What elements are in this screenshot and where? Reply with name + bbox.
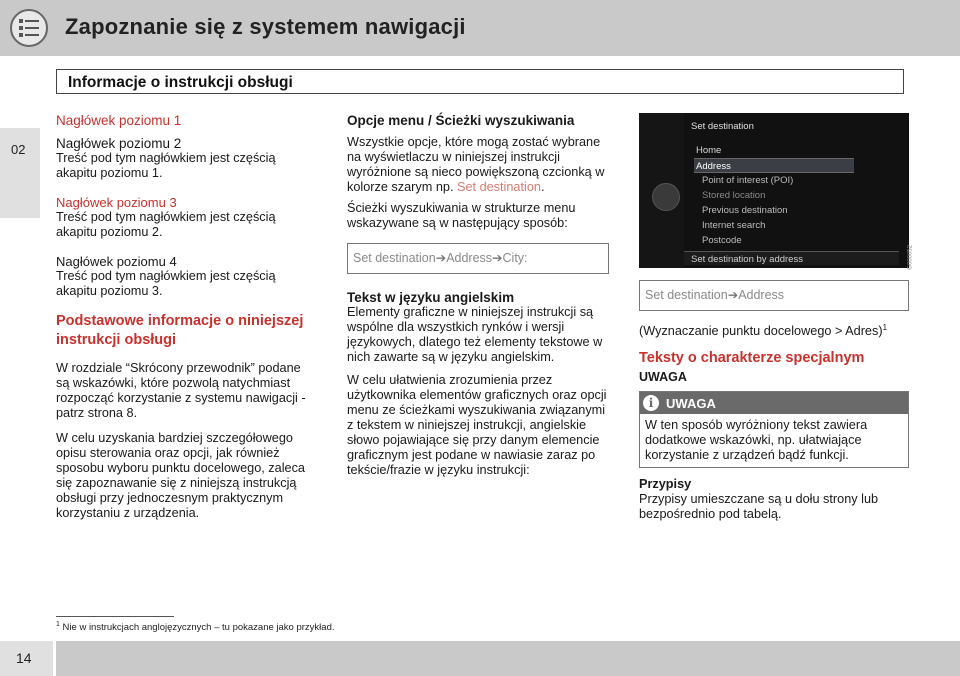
paragraph: Elementy graficzne w niniejszej instrukcji są wspólne dla wszystkich rynków i wersji językowych, dlatego też elementy tekstowe w nich zawarte są w języku angielskim.	[347, 305, 603, 364]
page-title: Zapoznanie się z systemem nawigacji	[65, 14, 466, 39]
special-texts-title: Teksty o charakterze specjalnym	[639, 350, 865, 367]
note-box	[639, 391, 909, 468]
screen-menu-item: Internet search	[702, 220, 766, 231]
highlighted-option: Set destination	[457, 180, 541, 194]
search-path-box: Set destination➔Address	[639, 280, 909, 311]
screen-menu-item: Home	[696, 145, 722, 156]
search-path-box: Set destination➔Address➔City:	[347, 243, 609, 274]
page-number-box	[0, 641, 53, 676]
paragraph: Przypisy umieszczane są u dołu strony lub bezpośrednio pod tabelą.	[639, 492, 879, 522]
uwaga-label: UWAGA	[639, 370, 687, 385]
paragraph: W celu uzyskania bardziej szczegółowego opisu sterowania oraz opcji, jak również sposobu wyboru punktu docelowego, zaleca się zapoznawanie się z niniejszą instrukcją obsługi przy jednoczesnym praktycznym korzystaniu z urządzenia.	[56, 431, 305, 520]
heading-level-4: Nagłówek poziomu 4	[56, 254, 177, 269]
menu-options-title: Opcje menu / Ścieżki wyszukiwania	[347, 113, 575, 128]
heading-level-4-text: Treść pod tym nagłówkiem jest częścią akapitu poziomu 3.	[56, 269, 276, 298]
footnote-divider	[56, 616, 174, 617]
heading-level-3: Nagłówek poziomu 3	[56, 195, 177, 210]
info-icon: i	[640, 392, 662, 414]
paragraph: W celu ułatwienia zrozumienia przez użytkownika elementów graficznych oraz opcji menu ze ścieżkami wyszukiwania związanymi z tekstem w niniejszej instrukcji, angielskie słowo pojawiające się przy danym elemencie graficznym jest podane w nawiasie zaraz po tekście/frazie w języku instrukcji:	[347, 373, 607, 477]
section-header: Informacje o instrukcji obsługi	[56, 69, 904, 94]
paragraph: Wszystkie opcje, które mogą zostać wybrane na wyświetlaczu w niniejszej instrukcji wyróżnione są nieco powiększoną czcionką w kolorze szarym np. Set destination.	[347, 135, 605, 194]
arrow-right-icon: ➔	[435, 251, 447, 265]
screen-side-panel	[639, 113, 684, 268]
screen-menu-item-selected: Address	[694, 158, 854, 173]
column-middle	[347, 113, 609, 478]
note-header-label: UWAGA	[666, 395, 716, 411]
paragraph: Ścieżki wyszukiwania w strukturze menu wskazywane są w następujący sposób:	[347, 201, 576, 230]
control-wheel-icon	[652, 183, 680, 211]
screen-menu-item: Postcode	[702, 235, 742, 246]
chapter-tab	[0, 128, 40, 218]
heading-level-1: Nagłówek poziomu 1	[56, 113, 182, 128]
footer-bar	[56, 641, 960, 676]
arrow-right-icon: ➔	[492, 251, 503, 265]
chapter-number: 02	[11, 142, 26, 157]
note-text: W ten sposób wyróżniony tekst zawiera dodatkowe wskazówki, np. ułatwiające korzystanie z urządzeń bądź funkcji.	[645, 418, 868, 463]
column-left	[56, 113, 316, 521]
page-header	[0, 0, 960, 56]
heading-level-2: Nagłówek poziomu 2	[56, 136, 182, 151]
footnote: $^1$ Nie w instrukcjach anglojęzycznych – tu pokazane jako przykład.	[56, 621, 335, 634]
paragraph: W rozdziale “Skrócony przewodnik” podane są wskazówki, które pozwolą natychmiast rozpocząć korzystanie z systemu nawigacji - patrz strona 8.	[56, 361, 306, 420]
section-title: Podstawowe informacje o niniejszej instrukcji obsługi	[56, 313, 304, 348]
column-right	[639, 280, 909, 522]
navigation-screen-image	[639, 113, 914, 270]
screen-menu-item: Previous destination	[702, 205, 788, 216]
screen-footer: Set destination by address	[684, 251, 899, 265]
arrow-right-icon: ➔	[727, 288, 739, 302]
note-header	[640, 392, 908, 414]
screen-menu	[694, 143, 854, 248]
footnotes-title: Przypisy	[639, 477, 692, 492]
page-number: 14	[16, 650, 32, 666]
heading-level-3-text: Treść pod tym nagłówkiem jest częścią akapitu poziomu 2.	[56, 210, 276, 239]
list-grid-icon	[17, 16, 41, 40]
navigation-menu-icon	[10, 9, 48, 47]
translation-text: (Wyznaczanie punktu docelowego > Adres)$^1$	[639, 323, 888, 339]
heading-level-2-text: Treść pod tym nagłówkiem jest częścią akapitu poziomu 1.	[56, 151, 276, 180]
image-code: G000052	[908, 245, 914, 270]
screen-menu-item: Stored location	[702, 190, 766, 201]
screen-header: Set destination	[691, 121, 754, 132]
english-text-title: Tekst w języku angielskim	[347, 290, 515, 305]
screen-menu-item: Point of interest (POI)	[702, 175, 794, 186]
